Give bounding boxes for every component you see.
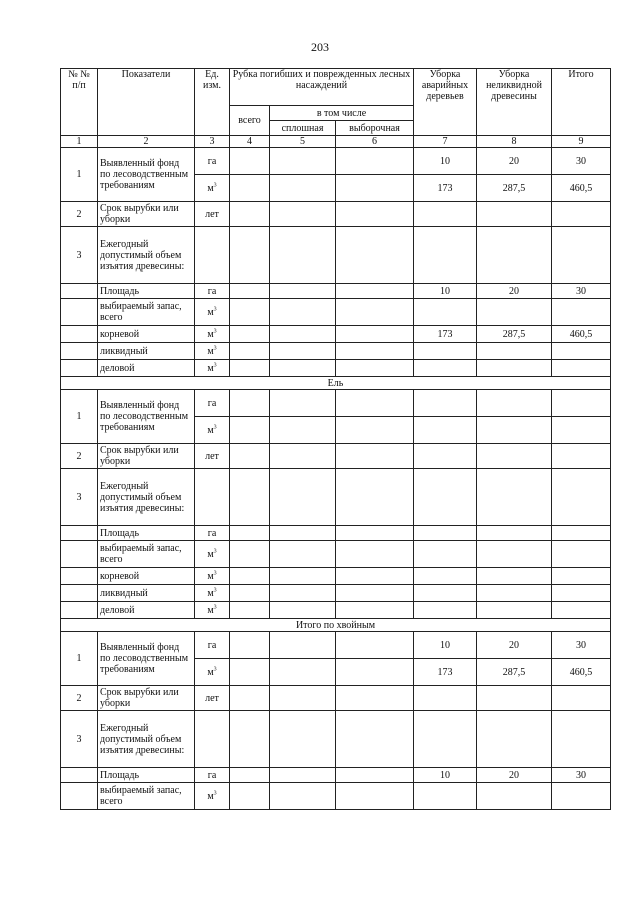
label-term: Срок вырубки или уборки (98, 202, 195, 227)
row-number: 2 (61, 686, 98, 711)
header-unit: Ед. изм. (195, 69, 230, 136)
cell-value: 20 (477, 768, 552, 783)
header-all: всего (230, 106, 270, 136)
label-fund: Выявленный фонд по лесоводственным требованиям (98, 148, 195, 202)
unit-m3 (195, 299, 230, 326)
unit-ha: га (195, 284, 230, 299)
label-term: Срок вырубки или уборки (98, 686, 195, 711)
page-number: 203 (311, 40, 329, 54)
label-liquid: ликвидный (98, 343, 195, 360)
row-number: 3 (61, 711, 98, 768)
row-number: 1 (61, 632, 98, 686)
unit-base: м (207, 345, 214, 357)
unit-base: м (207, 790, 214, 802)
header-clear: сплошная (270, 121, 336, 136)
cell-value: 10 (414, 284, 477, 299)
header-indicators: Показатели (98, 69, 195, 136)
section-spruce: Ель (61, 377, 611, 390)
col-number: 7 (414, 136, 477, 148)
unit-base: м (207, 328, 214, 340)
header-including: в том числе (270, 106, 414, 121)
unit-exponent: 3 (213, 328, 217, 335)
cell-value: 20 (477, 284, 552, 299)
row-number: 1 (61, 390, 98, 444)
unit-m3 (195, 417, 230, 444)
row-number: 2 (61, 202, 98, 227)
cell-value: 460,5 (552, 175, 611, 202)
unit-base: м (207, 548, 214, 560)
label-stock: выбираемый запас, всего (98, 299, 195, 326)
header-emergency: Уборка аварийных деревьев (414, 69, 477, 136)
cell-value: 173 (414, 659, 477, 686)
unit-m3 (195, 360, 230, 377)
label-root: корневой (98, 568, 195, 585)
unit-base: м (207, 604, 214, 616)
unit-ha: га (195, 768, 230, 783)
cell-value: 173 (414, 175, 477, 202)
label-area: Площадь (98, 768, 195, 783)
label-root: корневой (98, 326, 195, 343)
unit-years: лет (195, 686, 230, 711)
unit-years: лет (195, 202, 230, 227)
unit-base: м (207, 587, 214, 599)
header-num: № № п/п (61, 69, 98, 136)
unit-base: м (207, 666, 214, 678)
cell-value: 287,5 (477, 175, 552, 202)
cell-value: 460,5 (552, 659, 611, 686)
unit-exponent: 3 (213, 345, 217, 352)
col-number: 5 (270, 136, 336, 148)
row-number: 3 (61, 469, 98, 526)
unit-m3 (195, 659, 230, 686)
col-number: 8 (477, 136, 552, 148)
cell-value: 460,5 (552, 326, 611, 343)
col-number: 1 (61, 136, 98, 148)
row-number: 1 (61, 148, 98, 202)
header-illiquid: Уборка неликвидной древесины (477, 69, 552, 136)
row-number: 3 (61, 227, 98, 284)
row-number: 2 (61, 444, 98, 469)
unit-exponent: 3 (213, 424, 217, 431)
header-felling: Рубка погибших и поврежденных лесных насаждений (230, 69, 414, 106)
unit-ha: га (195, 148, 230, 175)
unit-ha: га (195, 632, 230, 659)
label-annual: Ежегодный допустимый объем изъятия древесины: (98, 227, 195, 284)
unit-m3 (195, 175, 230, 202)
unit-exponent: 3 (213, 790, 217, 797)
header-total: Итого (552, 69, 611, 136)
cell-value: 30 (552, 768, 611, 783)
cell-value: 10 (414, 148, 477, 175)
unit-m3 (195, 568, 230, 585)
unit-m3 (195, 326, 230, 343)
unit-exponent: 3 (213, 570, 217, 577)
unit-ha: га (195, 390, 230, 417)
unit-base: м (207, 182, 214, 194)
cell-value: 10 (414, 768, 477, 783)
label-business: деловой (98, 360, 195, 377)
col-number: 2 (98, 136, 195, 148)
unit-exponent: 3 (213, 548, 217, 555)
unit-ha: га (195, 526, 230, 541)
unit-m3 (195, 783, 230, 810)
unit-years: лет (195, 444, 230, 469)
cell-value: 30 (552, 284, 611, 299)
cell-value: 287,5 (477, 659, 552, 686)
unit-exponent: 3 (213, 666, 217, 673)
label-annual: Ежегодный допустимый объем изъятия древесины: (98, 469, 195, 526)
cell-value: 30 (552, 632, 611, 659)
unit-base: м (207, 570, 214, 582)
section-conifer-total: Итого по хвойным (61, 619, 611, 632)
label-area: Площадь (98, 284, 195, 299)
unit-exponent: 3 (213, 587, 217, 594)
label-area: Площадь (98, 526, 195, 541)
unit-m3 (195, 585, 230, 602)
label-business: деловой (98, 602, 195, 619)
col-number: 6 (336, 136, 414, 148)
unit-exponent: 3 (213, 182, 217, 189)
header-selective: выборочная (336, 121, 414, 136)
unit-exponent: 3 (213, 306, 217, 313)
unit-base: м (207, 306, 214, 318)
label-fund: Выявленный фонд по лесоводственным требованиям (98, 390, 195, 444)
unit-base: м (207, 424, 214, 436)
cell-value: 10 (414, 632, 477, 659)
forestry-table (60, 68, 611, 810)
cell-value: 287,5 (477, 326, 552, 343)
cell-value: 30 (552, 148, 611, 175)
label-stock: выбираемый запас, всего (98, 783, 195, 810)
unit-exponent: 3 (213, 362, 217, 369)
col-number: 3 (195, 136, 230, 148)
unit-m3 (195, 602, 230, 619)
label-liquid: ликвидный (98, 585, 195, 602)
label-term: Срок вырубки или уборки (98, 444, 195, 469)
unit-base: м (207, 362, 214, 374)
cell-value: 173 (414, 326, 477, 343)
cell-value: 20 (477, 148, 552, 175)
unit-m3 (195, 343, 230, 360)
label-stock: выбираемый запас, всего (98, 541, 195, 568)
unit-m3 (195, 541, 230, 568)
col-number: 9 (552, 136, 611, 148)
cell-value: 20 (477, 632, 552, 659)
label-fund: Выявленный фонд по лесоводственным требованиям (98, 632, 195, 686)
unit-exponent: 3 (213, 604, 217, 611)
label-annual: Ежегодный допустимый объем изъятия древесины: (98, 711, 195, 768)
col-number: 4 (230, 136, 270, 148)
